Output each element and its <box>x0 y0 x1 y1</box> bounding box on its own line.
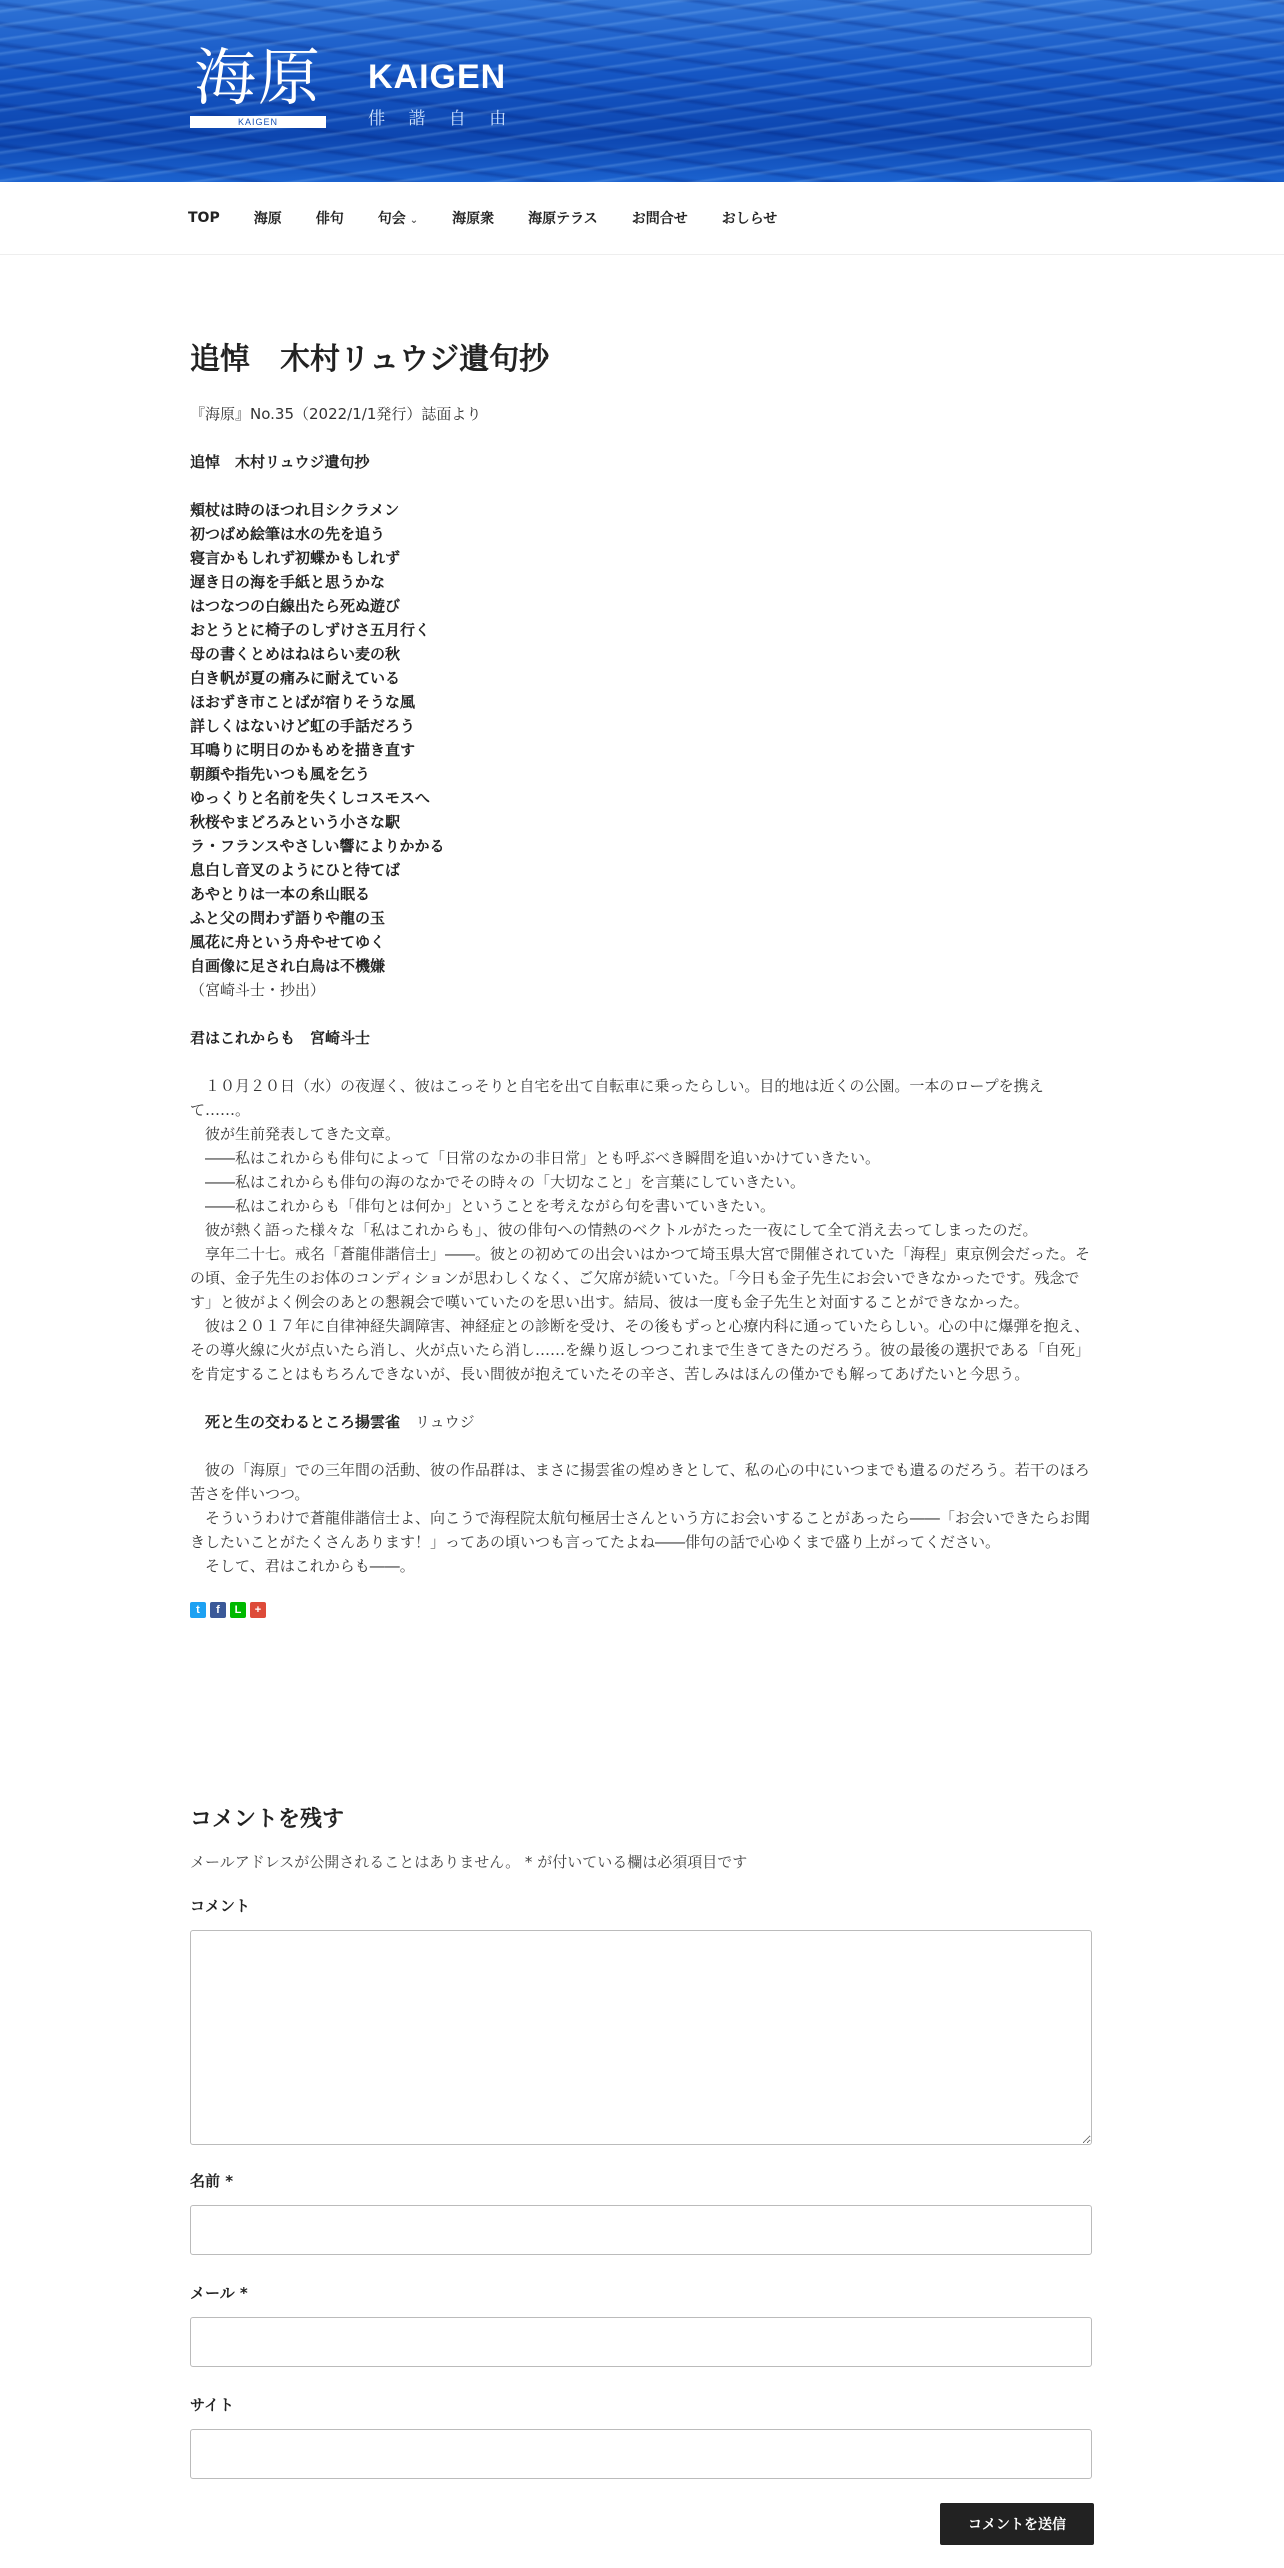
article <box>190 340 1094 1618</box>
nav-item[interactable] <box>254 208 282 228</box>
essay-title: 君はこれからも 宮崎斗士 <box>190 1029 371 1047</box>
nav-item-label: お問合せ <box>631 211 688 227</box>
essay-paragraph: １０月２０日（水）の夜遅く、彼はこっそりと自宅を出て自転車に乗ったらしい。目的地は近くの公園。一本のロープを携えて……。 <box>190 1077 1044 1119</box>
haiku-line: 自画像に足され白鳥は不機嫌 <box>190 957 386 975</box>
haiku-line: おとうとに椅子のしずけさ五月行く <box>190 621 431 639</box>
haiku-line: 秋桜やまどろみという小さな駅 <box>190 813 401 831</box>
submit-comment-button[interactable]: コメントを送信 <box>940 2503 1094 2545</box>
nav-item-label: 海原 <box>253 211 282 227</box>
site-title[interactable]: KAIGEN <box>368 58 507 96</box>
reply-title: コメントを残す <box>190 1807 345 1832</box>
essay-paragraph: ――私はこれからも俳句によって「日常のなかの非日常」とも呼ぶべき瞬間を追いかけていきたい。 <box>205 1149 881 1167</box>
essay-paragraph: 享年二十七。戒名「蒼龍俳諧信士」――。彼との初めての出会いはかつて埼玉県大宮で開催されていた「海程」東京例会だった。その頃、金子先生のお体のコンディションが思わしくなく、ご欠席が続いていた。「今日も金子先生にお会いできなかったです。残念です」と彼がよく例会のあとの懇親会で嘆いていたのを思い出す。結局、彼は一度も金子先生と対面することができなかった。 <box>190 1245 1091 1311</box>
haiku-line: ラ・フランスやさしい響によりかかる <box>190 837 445 855</box>
nav-item-label: 俳句 <box>315 211 344 227</box>
essay-paragraph: 彼が生前発表してきた文章。 <box>205 1125 401 1143</box>
haiku-line: 初つばめ絵筆は水の先を追う <box>190 525 386 543</box>
haiku-line: 頬杖は時のほつれ目シクラメン <box>190 501 400 519</box>
comment-notes: メールアドレスが公開されることはありません。 * が付いている欄は必須項目です <box>190 1853 748 1871</box>
haiku-line: 耳鳴りに明日のかもめを描き直す <box>190 741 416 759</box>
line-share-icon[interactable]: L <box>230 1602 246 1618</box>
essay-paragraph: そして、君はこれからも――。 <box>205 1557 415 1575</box>
nav-item[interactable] <box>632 208 688 228</box>
section-title: 追悼 木村リュウジ遺句抄 <box>190 453 370 471</box>
share-buttons <box>190 1602 1094 1618</box>
nav-item-label: 海原衆 <box>452 211 495 227</box>
haiku-line: 白き帆が夏の痛みに耐えている <box>190 669 401 687</box>
essay-body-closing <box>190 1458 1094 1578</box>
essay-paragraph: 彼は２０１７年に自律神経失調障害、神経症との診断を受け、その後もずっと心療内科に通っていたらしい。心の中に爆弾を抱え、その導火線に火が点いたら消し、火が点いたら消し……を繰り返しつつこれまで生きてきたのだろう。彼の最後の選択である「自死」を肯定することはもちろんできないが、長い間彼が抱えていたその辛さ、苦しみはほんの僅かでも解ってあげたいと今思う。 <box>190 1317 1091 1383</box>
logo-kanji: 海原 <box>193 41 322 114</box>
nav-item[interactable] <box>188 210 220 226</box>
nav-item[interactable] <box>378 208 418 228</box>
comment-textarea[interactable] <box>190 1930 1092 2145</box>
haiku-line: 寝言かもしれず初蝶かもしれず <box>190 549 401 567</box>
chevron-down-icon: ⌄ <box>409 215 419 226</box>
haiku-line: 遅き日の海を手紙と思うかな <box>190 573 386 591</box>
google-plus-share-icon[interactable]: + <box>250 1602 266 1618</box>
name-label: 名前 * <box>190 2172 234 2190</box>
essay-paragraph: 彼の「海原」での三年間の活動、彼の作品群は、まさに揚雲雀の煌めきとして、私の心の中にいつまでも遺るのだろう。若干のほろ苦さを伴いつつ。 <box>190 1461 1090 1503</box>
haiku-line: ほおずき市ことばが宿りそうな風 <box>190 693 416 711</box>
haiku-line: あやとりは一本の糸山眠る <box>190 885 371 903</box>
nav-menu <box>188 182 811 254</box>
essay-paragraph: ――私はこれからも俳句の海のなかでその時々の「大切なこと」を言葉にしていきたい。 <box>205 1173 806 1191</box>
nav-item-label: 海原テラス <box>528 211 598 227</box>
email-label: メール * <box>190 2284 248 2302</box>
haiku-line: 風花に舟という舟やせてゆく <box>190 933 386 951</box>
nav-item[interactable] <box>528 208 598 228</box>
article-source: 『海原』No.35（2022/1/1発行）誌面より <box>190 405 482 423</box>
haiku-line: ふと父の問わず語りや龍の玉 <box>190 909 386 927</box>
haiku-line: 詳しくはないけど虹の手話だろう <box>190 717 416 735</box>
name-input[interactable] <box>190 2205 1092 2255</box>
site-logo[interactable] <box>190 41 326 128</box>
haiku-line: 息白し音叉のようにひと待てば <box>190 861 401 879</box>
haiku-line: はつなつの白線出たら死ぬ遊び <box>190 597 401 615</box>
main-navigation <box>0 182 1284 255</box>
url-label: サイト <box>190 2396 234 2414</box>
haiku-list <box>190 498 1094 978</box>
nav-item[interactable] <box>452 208 494 228</box>
essay-paragraph: そういうわけで蒼龍俳諧信士よ、向こうで海程院太航句極居士さんという方にお会いすることがあったら――「お会いできたらお聞きしたいことがたくさんあります！」ってあの頃いつも言ってたよね――俳句の話で心ゆくまで盛り上がってください。 <box>190 1509 1090 1551</box>
nav-item-label: おしらせ <box>721 211 778 227</box>
twitter-share-icon[interactable]: t <box>190 1602 206 1618</box>
logo-sub: KAIGEN <box>190 116 326 128</box>
url-input[interactable] <box>190 2429 1092 2479</box>
site-header <box>0 0 1284 182</box>
quoted-haiku-author: リュウジ <box>415 1413 475 1431</box>
quoted-haiku <box>190 1410 1094 1434</box>
quoted-haiku-text: 死と生の交わるところ揚雲雀 <box>205 1413 401 1431</box>
page-title: 追悼 木村リュウジ遺句抄 <box>190 342 550 377</box>
essay-paragraph: 彼が熱く語った様々な「私はこれからも」、彼の俳句への情熱のベクトルがたった一夜にして全て消え去ってしまったのだ。 <box>205 1221 1038 1239</box>
comment-label: コメント <box>190 1897 251 1915</box>
essay-paragraph: ――私はこれからも「俳句とは何か」ということを考えながら句を書いていきたい。 <box>205 1197 776 1215</box>
nav-item-label: TOP <box>188 210 220 226</box>
email-input[interactable] <box>190 2317 1092 2367</box>
nav-item[interactable] <box>722 208 778 228</box>
comment-form-section <box>190 1800 1094 2533</box>
nav-item-label: 句会 <box>377 211 406 227</box>
facebook-share-icon[interactable]: f <box>210 1602 226 1618</box>
selector-note: （宮崎斗士・抄出） <box>190 981 326 999</box>
haiku-line: 朝顔や指先いつも風を乞う <box>190 765 371 783</box>
haiku-line: 母の書くとめはねはらい麦の秋 <box>190 645 401 663</box>
nav-item[interactable] <box>316 208 344 228</box>
essay-body <box>190 1074 1094 1386</box>
site-tagline: 俳 諧 自 由 <box>368 109 516 129</box>
haiku-line: ゆっくりと名前を失くしコスモスへ <box>190 789 430 807</box>
